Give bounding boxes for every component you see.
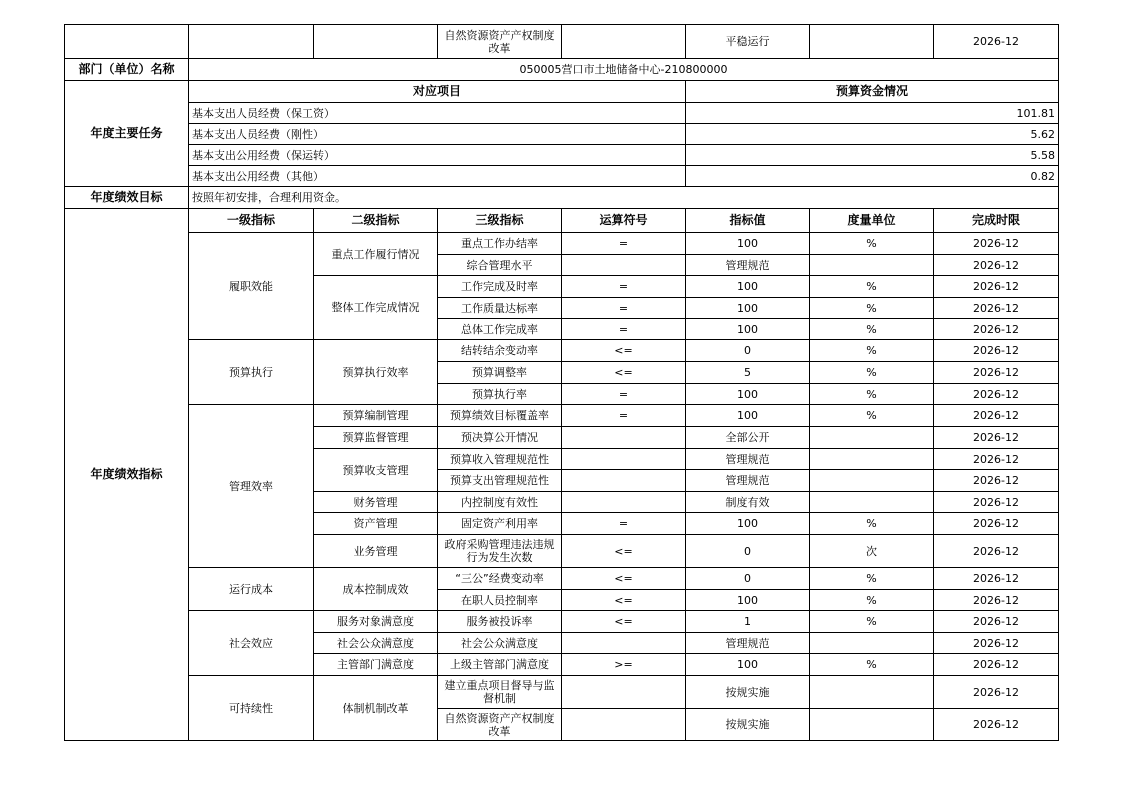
- operator-cell: =: [562, 233, 686, 255]
- operator-cell: <=: [562, 362, 686, 384]
- level3-cell: “三公”经费变动率: [438, 568, 562, 590]
- level3-cell: 自然资源资产产权制度改革: [438, 25, 562, 59]
- value-cell: 0: [686, 568, 810, 590]
- deadline-cell: 2026-12: [934, 449, 1059, 470]
- operator-cell: [562, 633, 686, 654]
- level1-cell: 预算执行: [189, 340, 314, 405]
- indicator-row: [65, 568, 1059, 590]
- top-fragment-row: [65, 25, 1059, 59]
- operator-cell: =: [562, 276, 686, 298]
- deadline-cell: 2026-12: [934, 298, 1059, 319]
- level2-cell: 服务对象满意度: [314, 611, 438, 633]
- level3-cell: 预决算公开情况: [438, 427, 562, 449]
- tasks-header-row: [65, 81, 1059, 103]
- task-amount: 5.58: [686, 145, 1059, 166]
- indicator-row: [65, 611, 1059, 633]
- unit-cell: [810, 427, 934, 449]
- header-value: 指标值: [686, 209, 810, 233]
- deadline-cell: 2026-12: [934, 233, 1059, 255]
- unit-cell: %: [810, 654, 934, 676]
- deadline-cell: 2026-12: [934, 535, 1059, 568]
- tasks-col-item: 对应项目: [189, 81, 686, 103]
- value-cell: 管理规范: [686, 633, 810, 654]
- deadline-cell: 2026-12: [934, 255, 1059, 276]
- value-cell: 0: [686, 340, 810, 362]
- task-row: [65, 103, 1059, 124]
- indicator-row: [65, 676, 1059, 709]
- deadline-cell: 2026-12: [934, 405, 1059, 427]
- task-item: 基本支出人员经费（刚性）: [189, 124, 686, 145]
- unit-cell: [810, 676, 934, 709]
- header-level1: 一级指标: [189, 209, 314, 233]
- unit-cell: 次: [810, 535, 934, 568]
- level3-cell: 工作质量达标率: [438, 298, 562, 319]
- level3-cell: 工作完成及时率: [438, 276, 562, 298]
- unit-cell: %: [810, 298, 934, 319]
- deadline-cell: 2026-12: [934, 319, 1059, 340]
- level2-cell: 预算执行效率: [314, 340, 438, 405]
- task-row: [65, 166, 1059, 187]
- deadline-cell: 2026-12: [934, 590, 1059, 611]
- indicators-label: 年度绩效指标: [65, 209, 189, 741]
- level1-cell: 可持续性: [189, 676, 314, 741]
- value-cell: 0: [686, 535, 810, 568]
- value-cell: 100: [686, 513, 810, 535]
- task-item: 基本支出公用经费（保运转）: [189, 145, 686, 166]
- operator-cell: [562, 470, 686, 492]
- value-cell: 100: [686, 298, 810, 319]
- level3-cell: 固定资产利用率: [438, 513, 562, 535]
- unit-cell: %: [810, 611, 934, 633]
- value-cell: 管理规范: [686, 449, 810, 470]
- value-cell: 制度有效: [686, 492, 810, 513]
- deadline-cell: 2026-12: [934, 513, 1059, 535]
- unit-cell: %: [810, 384, 934, 405]
- value-cell: 按规实施: [686, 676, 810, 709]
- operator-cell: [562, 255, 686, 276]
- deadline-cell: 2026-12: [934, 276, 1059, 298]
- task-item: 基本支出公用经费（其他）: [189, 166, 686, 187]
- deadline-cell: 2026-12: [934, 25, 1059, 59]
- unit-cell: %: [810, 405, 934, 427]
- value-cell: 100: [686, 384, 810, 405]
- level3-cell: 政府采购管理违法违规行为发生次数: [438, 535, 562, 568]
- deadline-cell: 2026-12: [934, 340, 1059, 362]
- operator-cell: <=: [562, 568, 686, 590]
- deadline-cell: 2026-12: [934, 492, 1059, 513]
- unit-cell: [810, 633, 934, 654]
- cut-cell: [65, 25, 189, 59]
- level3-cell: 社会公众满意度: [438, 633, 562, 654]
- deadline-cell: 2026-12: [934, 427, 1059, 449]
- header-level3: 三级指标: [438, 209, 562, 233]
- task-row: [65, 124, 1059, 145]
- deadline-cell: 2026-12: [934, 568, 1059, 590]
- deadline-cell: 2026-12: [934, 709, 1059, 741]
- value-cell: 管理规范: [686, 470, 810, 492]
- value-cell: 100: [686, 276, 810, 298]
- level2-cell: 整体工作完成情况: [314, 276, 438, 340]
- cut-cell: [189, 25, 314, 59]
- deadline-cell: 2026-12: [934, 362, 1059, 384]
- operator-cell: =: [562, 298, 686, 319]
- level3-cell: 总体工作完成率: [438, 319, 562, 340]
- indicator-row: [65, 233, 1059, 255]
- level3-cell: 预算绩效目标覆盖率: [438, 405, 562, 427]
- goal-value: 按照年初安排，合理利用资金。: [189, 187, 1059, 209]
- value-cell: 100: [686, 654, 810, 676]
- performance-table: [64, 24, 1059, 741]
- level3-cell: 内控制度有效性: [438, 492, 562, 513]
- tasks-label: 年度主要任务: [65, 81, 189, 187]
- operator-cell: =: [562, 319, 686, 340]
- value-cell: 平稳运行: [686, 25, 810, 59]
- level2-cell: 预算收支管理: [314, 449, 438, 492]
- level3-cell: 建立重点项目督导与监督机制: [438, 676, 562, 709]
- department-label: 部门（单位）名称: [65, 59, 189, 81]
- operator-cell: <=: [562, 590, 686, 611]
- unit-cell: %: [810, 362, 934, 384]
- operator-cell: >=: [562, 654, 686, 676]
- unit-cell: [810, 709, 934, 741]
- cut-cell: [314, 25, 438, 59]
- operator-cell: [562, 492, 686, 513]
- header-deadline: 完成时限: [934, 209, 1059, 233]
- level3-cell: 自然资源资产产权制度改革: [438, 709, 562, 741]
- level2-cell: 体制机制改革: [314, 676, 438, 741]
- level3-cell: 重点工作办结率: [438, 233, 562, 255]
- unit-cell: [810, 255, 934, 276]
- task-row: [65, 145, 1059, 166]
- deadline-cell: 2026-12: [934, 470, 1059, 492]
- level2-cell: 重点工作履行情况: [314, 233, 438, 276]
- level2-cell: 预算监督管理: [314, 427, 438, 449]
- value-cell: 5: [686, 362, 810, 384]
- level2-cell: 资产管理: [314, 513, 438, 535]
- deadline-cell: 2026-12: [934, 654, 1059, 676]
- level2-cell: 成本控制成效: [314, 568, 438, 611]
- goal-label: 年度绩效目标: [65, 187, 189, 209]
- value-cell: 100: [686, 590, 810, 611]
- indicator-header-row: [65, 209, 1059, 233]
- unit-cell: [810, 449, 934, 470]
- unit-cell: %: [810, 590, 934, 611]
- header-level2: 二级指标: [314, 209, 438, 233]
- indicator-row: [65, 405, 1059, 427]
- operator-cell: [562, 25, 686, 59]
- value-cell: 全部公开: [686, 427, 810, 449]
- level3-cell: 预算执行率: [438, 384, 562, 405]
- level3-cell: 综合管理水平: [438, 255, 562, 276]
- unit-cell: %: [810, 340, 934, 362]
- department-row: [65, 59, 1059, 81]
- unit-cell: [810, 470, 934, 492]
- header-operator: 运算符号: [562, 209, 686, 233]
- task-item: 基本支出人员经费（保工资）: [189, 103, 686, 124]
- level2-cell: 业务管理: [314, 535, 438, 568]
- value-cell: 按规实施: [686, 709, 810, 741]
- level1-cell: 社会效应: [189, 611, 314, 676]
- level1-cell: 履职效能: [189, 233, 314, 340]
- unit-cell: %: [810, 568, 934, 590]
- value-cell: 100: [686, 233, 810, 255]
- task-amount: 101.81: [686, 103, 1059, 124]
- level2-cell: 预算编制管理: [314, 405, 438, 427]
- unit-cell: [810, 25, 934, 59]
- operator-cell: <=: [562, 535, 686, 568]
- operator-cell: [562, 427, 686, 449]
- task-amount: 0.82: [686, 166, 1059, 187]
- deadline-cell: 2026-12: [934, 676, 1059, 709]
- level3-cell: 预算支出管理规范性: [438, 470, 562, 492]
- unit-cell: [810, 492, 934, 513]
- task-amount: 5.62: [686, 124, 1059, 145]
- unit-cell: %: [810, 319, 934, 340]
- department-value: 050005营口市土地储备中心-210800000: [189, 59, 1059, 81]
- level3-cell: 上级主管部门满意度: [438, 654, 562, 676]
- unit-cell: %: [810, 513, 934, 535]
- value-cell: 1: [686, 611, 810, 633]
- goal-row: [65, 187, 1059, 209]
- level3-cell: 结转结余变动率: [438, 340, 562, 362]
- deadline-cell: 2026-12: [934, 611, 1059, 633]
- operator-cell: =: [562, 405, 686, 427]
- level3-cell: 预算调整率: [438, 362, 562, 384]
- unit-cell: %: [810, 276, 934, 298]
- tasks-col-budget: 预算资金情况: [686, 81, 1059, 103]
- operator-cell: <=: [562, 611, 686, 633]
- value-cell: 100: [686, 405, 810, 427]
- operator-cell: <=: [562, 340, 686, 362]
- level2-cell: 社会公众满意度: [314, 633, 438, 654]
- unit-cell: %: [810, 233, 934, 255]
- level3-cell: 服务被投诉率: [438, 611, 562, 633]
- deadline-cell: 2026-12: [934, 384, 1059, 405]
- level3-cell: 预算收入管理规范性: [438, 449, 562, 470]
- level2-cell: 财务管理: [314, 492, 438, 513]
- indicator-row: [65, 340, 1059, 362]
- operator-cell: =: [562, 513, 686, 535]
- level3-cell: 在职人员控制率: [438, 590, 562, 611]
- value-cell: 管理规范: [686, 255, 810, 276]
- level2-cell: 主管部门满意度: [314, 654, 438, 676]
- level1-cell: 运行成本: [189, 568, 314, 611]
- operator-cell: [562, 709, 686, 741]
- header-unit: 度量单位: [810, 209, 934, 233]
- operator-cell: =: [562, 384, 686, 405]
- deadline-cell: 2026-12: [934, 633, 1059, 654]
- operator-cell: [562, 676, 686, 709]
- value-cell: 100: [686, 319, 810, 340]
- operator-cell: [562, 449, 686, 470]
- level1-cell: 管理效率: [189, 405, 314, 568]
